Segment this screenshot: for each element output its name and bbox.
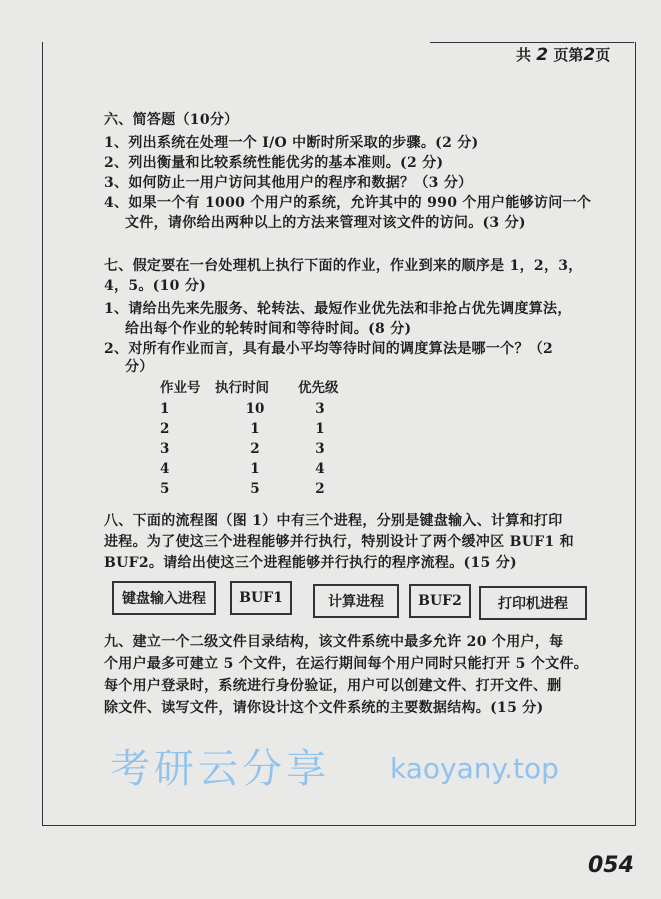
- page-number: [516, 46, 610, 64]
- cell: 1: [315, 421, 325, 437]
- page-border-top: [430, 42, 634, 43]
- page-total: 2: [536, 45, 549, 65]
- cell: 10: [245, 401, 265, 417]
- section-8-line: BUF2。请给出使这三个进程能够并行执行的程序流程。(15 分): [104, 555, 517, 571]
- cell: 3: [160, 441, 170, 457]
- page-prefix: 共: [516, 46, 532, 64]
- question-line: 3、如何防止一用户访问其他用户的程序和数据？（3 分）: [104, 175, 473, 191]
- question-line: 分）: [125, 359, 154, 375]
- question-line: 4、如果一个有 1000 个用户的系统，允许其中的 990 个用户能够访问一个: [104, 195, 592, 211]
- question-line: 文件，请你给出两种以上的方法来管理对该文件的访问。(3 分): [125, 215, 526, 231]
- section-8-line: 进程。为了使这三个进程能够并行执行，特别设计了两个缓冲区 BUF1 和: [104, 534, 574, 550]
- cell: 3: [315, 401, 325, 417]
- flow-box-compute: 计算进程: [313, 584, 399, 618]
- header-exec-time: 执行时间: [215, 380, 269, 396]
- cell: 5: [160, 481, 170, 497]
- cell: 4: [160, 461, 170, 477]
- section-9-line: 个用户最多可建立 5 个文件，在运行期间每个用户同时只能打开 5 个文件。: [104, 656, 589, 672]
- question-line: 2、列出衡量和比较系统性能优劣的基本准则。(2 分): [104, 155, 444, 171]
- section-9-line: 九、建立一个二级文件目录结构，该文件系统中最多允许 20 个用户，每: [104, 634, 564, 650]
- section-6-title: 六、简答题（10分）: [104, 112, 239, 128]
- watermark-text: 考研云分享: [110, 746, 330, 792]
- page-suffix: 页: [595, 46, 611, 64]
- cell: 4: [315, 461, 325, 477]
- question-line: 1、请给出先来先服务、轮转法、最短作业优先法和非抢占优先调度算法，: [104, 301, 572, 317]
- question-line: 2、对所有作业而言，具有最小平均等待时间的调度算法是哪一个？（2: [104, 341, 554, 357]
- cell: 1: [250, 421, 260, 437]
- header-job: 作业号: [160, 380, 201, 396]
- question-line: 给出每个作业的轮转时间和等待时间。(8 分): [125, 321, 412, 337]
- section-8-line: 八、下面的流程图（图 1）中有三个进程，分别是键盘输入、计算和打印: [104, 513, 563, 529]
- flow-box-buf1: BUF1: [230, 581, 292, 615]
- flow-box-keyboard: 键盘输入进程: [112, 581, 216, 615]
- cell: 1: [160, 401, 170, 417]
- page-mid: 页第: [553, 46, 584, 64]
- question-line: 1、列出系统在处理一个 I/O 中断时所采取的步骤。(2 分): [104, 135, 479, 151]
- cell: 1: [250, 461, 260, 477]
- page-stamp: 054: [588, 853, 634, 878]
- flow-box-printer: 打印机进程: [479, 586, 587, 620]
- section-7-line: 七、假定要在一台处理机上执行下面的作业，作业到来的顺序是 1，2，3，: [104, 258, 583, 274]
- cell: 2: [250, 441, 260, 457]
- section-7-line: 4，5。(10 分): [104, 278, 207, 294]
- section-9-line: 除文件、读写文件，请你设计这个文件系统的主要数据结构。(15 分): [104, 700, 544, 716]
- cell: 5: [250, 481, 260, 497]
- flow-box-buf2: BUF2: [409, 584, 471, 618]
- section-9-line: 每个用户登录时，系统进行身份验证，用户可以创建文件、打开文件、删: [104, 678, 562, 694]
- cell: 3: [315, 441, 325, 457]
- watermark-url: kaoyany.top: [390, 752, 559, 785]
- cell: 2: [315, 481, 325, 497]
- cell: 2: [160, 421, 170, 437]
- page-current: 2: [583, 45, 596, 65]
- header-priority: 优先级: [298, 380, 339, 396]
